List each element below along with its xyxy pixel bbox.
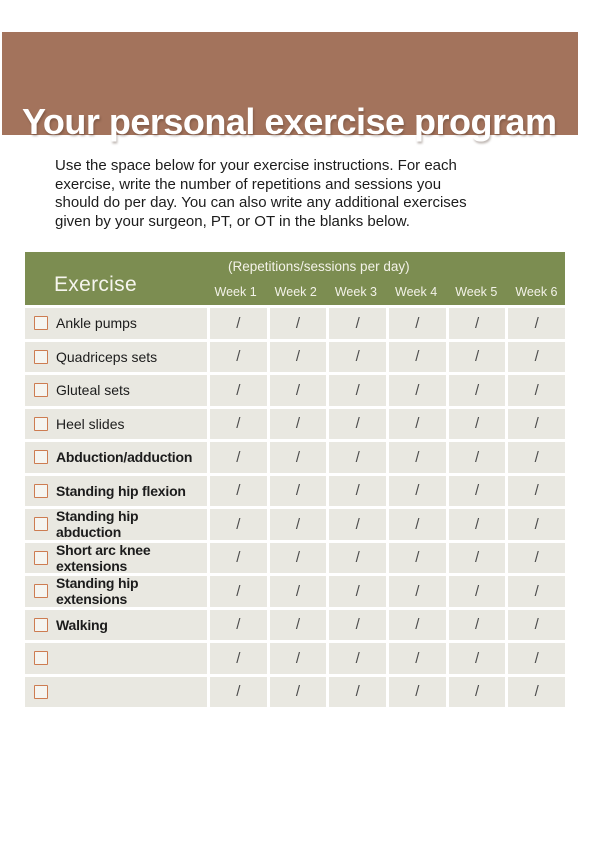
repetition-cell: / (449, 375, 506, 406)
exercise-label: Standing hip abduction (56, 508, 139, 541)
repetition-cell: / (449, 476, 506, 507)
table-row (25, 409, 565, 440)
repetition-cell: / (329, 543, 386, 574)
repetition-cell: / (449, 576, 506, 607)
repetition-cell: / (210, 409, 267, 440)
exercise-checkbox[interactable] (34, 618, 48, 632)
intro-paragraph (55, 157, 535, 231)
repetition-cell: / (508, 342, 565, 373)
exercise-label-cell (25, 509, 207, 540)
repetition-cell: / (329, 476, 386, 507)
repetition-cell: / (329, 509, 386, 540)
repetition-cell: / (389, 576, 446, 607)
repetition-cell: / (210, 677, 267, 708)
exercise-label: Abduction/adduction (56, 449, 193, 466)
repetition-cell: / (329, 442, 386, 473)
exercise-label-cell (25, 409, 207, 440)
repetition-cell: / (508, 409, 565, 440)
week-column-header: Week 5 (455, 285, 498, 299)
repetition-cell: / (270, 576, 327, 607)
repetition-cell: / (449, 677, 506, 708)
exercise-checkbox[interactable] (34, 383, 48, 397)
repetition-cell: / (449, 442, 506, 473)
week-column-header: Week 4 (395, 285, 438, 299)
repetition-cell: / (508, 677, 565, 708)
repetition-cell: / (270, 610, 327, 641)
exercise-checkbox[interactable] (34, 551, 48, 565)
exercise-label-cell (25, 342, 207, 373)
exercise-checkbox[interactable] (34, 350, 48, 364)
exercise-label: Standing hip extensions (56, 575, 139, 608)
table-row (25, 308, 565, 339)
page-title: Your personal exercise program (22, 101, 557, 142)
exercise-label-cell (25, 308, 207, 339)
exercise-label-cell (25, 677, 207, 708)
exercise-checkbox[interactable] (34, 651, 48, 665)
repetition-cell: / (449, 543, 506, 574)
table-header (25, 252, 565, 305)
exercise-table (25, 252, 565, 707)
exercise-label-cell (25, 442, 207, 473)
repetition-cell: / (389, 643, 446, 674)
exercise-label-cell (25, 476, 207, 507)
exercise-label: Gluteal sets (56, 382, 130, 399)
repetition-cell: / (270, 509, 327, 540)
repetition-cell: / (270, 677, 327, 708)
repetition-cell: / (210, 442, 267, 473)
repetition-cell: / (389, 409, 446, 440)
repetition-cell: / (329, 677, 386, 708)
exercise-label-cell (25, 375, 207, 406)
repetition-cell: / (270, 342, 327, 373)
repetition-cell: / (329, 308, 386, 339)
week-column-header: Week 1 (214, 285, 257, 299)
exercise-label-cell (25, 610, 207, 641)
exercise-checkbox[interactable] (34, 685, 48, 699)
repetition-cell: / (389, 375, 446, 406)
table-row (25, 375, 565, 406)
repetition-cell: / (210, 643, 267, 674)
repetition-cell: / (270, 643, 327, 674)
repetition-cell: / (210, 576, 267, 607)
exercise-label: Walking (56, 616, 108, 633)
exercise-checkbox[interactable] (34, 316, 48, 330)
repetition-cell: / (210, 308, 267, 339)
repetition-cell: / (449, 643, 506, 674)
repetition-cell: / (270, 409, 327, 440)
repetition-cell: / (508, 643, 565, 674)
repetition-cell: / (449, 342, 506, 373)
repetition-cell: / (508, 509, 565, 540)
week-column-header: Week 3 (334, 285, 377, 299)
repetition-cell: / (389, 509, 446, 540)
table-row (25, 342, 565, 373)
repetition-cell: / (210, 342, 267, 373)
repetition-cell: / (389, 308, 446, 339)
repetitions-header: (Repetitions/sessions per day) (228, 259, 410, 274)
repetition-cell: / (449, 308, 506, 339)
repetition-cell: / (449, 509, 506, 540)
exercise-label-cell (25, 643, 207, 674)
repetition-cell: / (210, 610, 267, 641)
table-row (25, 643, 565, 674)
repetition-cell: / (449, 610, 506, 641)
intro-line: exercise, write the number of repetitions and sessions you (55, 175, 442, 193)
exercise-label: Quadriceps sets (56, 348, 158, 365)
exercise-checkbox[interactable] (34, 417, 48, 431)
exercise-column-header: Exercise (54, 273, 137, 296)
intro-line: Use the space below for your exercise instructions. For each (55, 157, 457, 174)
exercise-label: Short arc knee extensions (56, 541, 151, 574)
exercise-label: Heel slides (56, 415, 125, 432)
repetition-cell: / (270, 543, 327, 574)
intro-line: given by your surgeon, PT, or OT in the blanks below. (55, 212, 410, 230)
intro-line: should do per day. You can also write any additional exercises (55, 194, 467, 211)
repetition-cell: / (389, 543, 446, 574)
repetition-cell: / (270, 308, 327, 339)
week-column-header: Week 2 (274, 285, 317, 299)
exercise-label: Standing hip flexion (56, 482, 186, 499)
exercise-label-cell (25, 543, 207, 574)
table-row (25, 476, 565, 507)
repetition-cell: / (508, 576, 565, 607)
week-header-row (207, 285, 565, 299)
repetition-cell: / (389, 342, 446, 373)
repetition-cell: / (329, 342, 386, 373)
repetition-cell: / (329, 375, 386, 406)
table-row (25, 543, 565, 574)
repetition-cell: / (270, 476, 327, 507)
repetition-cell: / (210, 543, 267, 574)
exercise-table-body (25, 308, 565, 707)
repetition-cell: / (508, 476, 565, 507)
repetition-cell: / (508, 543, 565, 574)
repetition-cell: / (508, 375, 565, 406)
repetition-cell: / (389, 677, 446, 708)
exercise-checkbox[interactable] (34, 584, 48, 598)
repetition-cell: / (389, 442, 446, 473)
repetition-cell: / (508, 610, 565, 641)
repetition-cell: / (329, 576, 386, 607)
repetition-cell: / (210, 476, 267, 507)
repetition-cell: / (270, 375, 327, 406)
repetition-cell: / (210, 375, 267, 406)
repetition-cell: / (210, 509, 267, 540)
repetition-cell: / (329, 409, 386, 440)
repetition-cell: / (389, 610, 446, 641)
table-row (25, 576, 565, 607)
repetition-cell: / (270, 442, 327, 473)
exercise-label: Ankle pumps (56, 315, 137, 332)
exercise-checkbox[interactable] (34, 484, 48, 498)
table-row (25, 610, 565, 641)
title-banner (2, 32, 578, 142)
repetition-cell: / (508, 442, 565, 473)
table-row (25, 677, 565, 708)
repetition-cell: / (389, 476, 446, 507)
repetition-cell: / (329, 643, 386, 674)
repetition-cell: / (329, 610, 386, 641)
exercise-label-cell (25, 576, 207, 607)
table-row (25, 442, 565, 473)
exercise-checkbox[interactable] (34, 517, 48, 531)
exercise-checkbox[interactable] (34, 450, 48, 464)
repetition-cell: / (449, 409, 506, 440)
table-row (25, 509, 565, 540)
week-column-header: Week 6 (515, 285, 558, 299)
repetition-cell: / (508, 308, 565, 339)
